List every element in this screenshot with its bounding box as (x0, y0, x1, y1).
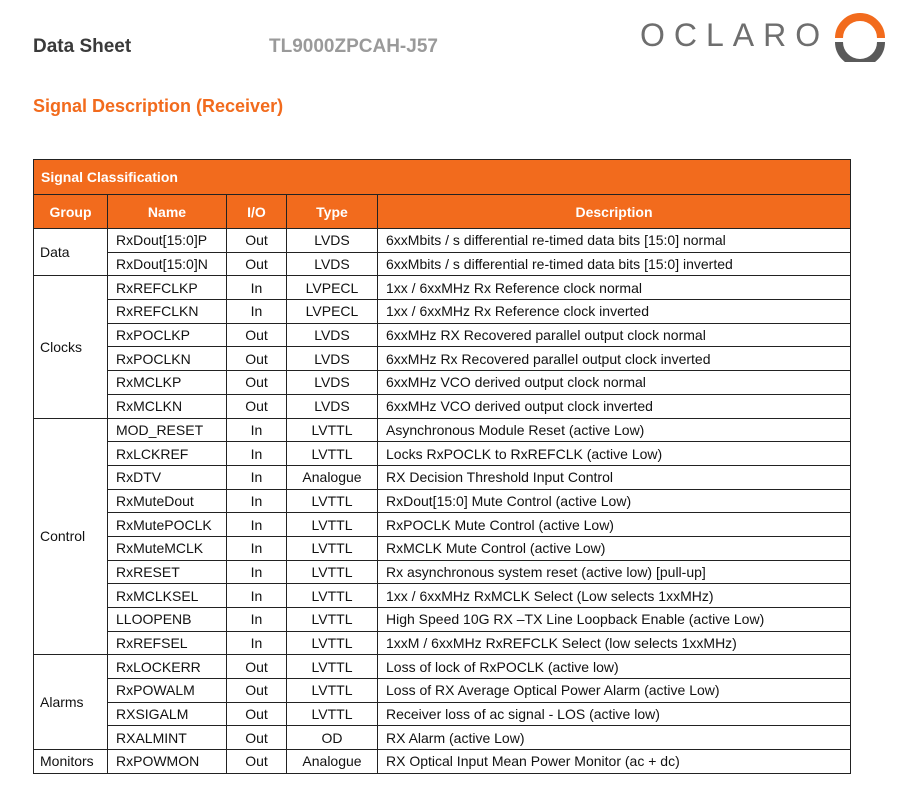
description-cell: Asynchronous Module Reset (active Low) (378, 418, 851, 442)
table-row (34, 252, 851, 276)
signal-name-cell: RxREFCLKN (108, 300, 227, 324)
table-row (34, 276, 851, 300)
signal-name-cell: RxMCLKN (108, 394, 227, 418)
table-row (34, 631, 851, 655)
table-body (34, 229, 851, 774)
type-cell: LVTTL (287, 702, 378, 726)
type-cell: Analogue (287, 465, 378, 489)
description-cell: 6xxMHz RX Recovered parallel output clock normal (378, 323, 851, 347)
type-cell: LVTTL (287, 655, 378, 679)
table-row (34, 560, 851, 584)
description-cell: 6xxMbits / s differential re-timed data bits [15:0] inverted (378, 252, 851, 276)
description-cell: 6xxMHz VCO derived output clock normal (378, 371, 851, 395)
io-cell: Out (227, 229, 287, 253)
column-header-io: I/O (227, 195, 287, 229)
signal-name-cell: RxREFCLKP (108, 276, 227, 300)
group-cell: Control (34, 418, 108, 655)
description-cell: Rx asynchronous system reset (active low) [pull-up] (378, 560, 851, 584)
part-number: TL9000ZPCAH-J57 (269, 36, 438, 57)
description-cell: 6xxMHz VCO derived output clock inverted (378, 394, 851, 418)
io-cell: Out (227, 750, 287, 774)
table-row (34, 465, 851, 489)
signal-name-cell: RxMuteDout (108, 489, 227, 513)
type-cell: LVDS (287, 347, 378, 371)
group-cell: Data (34, 229, 108, 276)
signal-name-cell: RXALMINT (108, 726, 227, 750)
table-row (34, 489, 851, 513)
description-cell: Loss of lock of RxPOCLK (active low) (378, 655, 851, 679)
io-cell: In (227, 465, 287, 489)
signal-name-cell: RxPOCLKP (108, 323, 227, 347)
io-cell: In (227, 536, 287, 560)
signal-name-cell: LLOOPENB (108, 608, 227, 632)
signal-name-cell: RxDTV (108, 465, 227, 489)
table-row (34, 536, 851, 560)
type-cell: LVDS (287, 323, 378, 347)
description-cell: RxPOCLK Mute Control (active Low) (378, 513, 851, 537)
signal-name-cell: RxMCLKSEL (108, 584, 227, 608)
type-cell: Analogue (287, 750, 378, 774)
logo-wordmark: OCLARO (640, 17, 830, 53)
type-cell: LVDS (287, 371, 378, 395)
type-cell: LVTTL (287, 631, 378, 655)
type-cell: LVTTL (287, 584, 378, 608)
type-cell: OD (287, 726, 378, 750)
logo-mark-icon (835, 12, 885, 62)
description-cell: 1xx / 6xxMHz Rx Reference clock inverted (378, 300, 851, 324)
table-caption: Signal Classification (34, 160, 851, 195)
description-cell: Receiver loss of ac signal - LOS (active low) (378, 702, 851, 726)
type-cell: LVTTL (287, 442, 378, 466)
description-cell: 6xxMbits / s differential re-timed data bits [15:0] normal (378, 229, 851, 253)
group-cell: Monitors (34, 750, 108, 774)
signal-table (33, 159, 851, 774)
table-row (34, 371, 851, 395)
table-row (34, 513, 851, 537)
description-cell: 1xx / 6xxMHz RxMCLK Select (Low selects 1xxMHz) (378, 584, 851, 608)
table-row (34, 394, 851, 418)
column-header-description: Description (378, 195, 851, 229)
table-row (34, 300, 851, 324)
oclaro-logo (640, 12, 885, 62)
signal-name-cell: RxREFSEL (108, 631, 227, 655)
io-cell: In (227, 300, 287, 324)
table-row (34, 750, 851, 774)
doc-type-label: Data Sheet (33, 36, 132, 57)
io-cell: Out (227, 679, 287, 703)
io-cell: In (227, 513, 287, 537)
table-row (34, 442, 851, 466)
description-cell: RX Alarm (active Low) (378, 726, 851, 750)
column-header-row (34, 195, 851, 229)
table-row (34, 608, 851, 632)
table-row (34, 229, 851, 253)
description-cell: RX Decision Threshold Input Control (378, 465, 851, 489)
io-cell: Out (227, 394, 287, 418)
column-header-type: Type (287, 195, 378, 229)
io-cell: Out (227, 252, 287, 276)
signal-name-cell: RxRESET (108, 560, 227, 584)
io-cell: Out (227, 702, 287, 726)
type-cell: LVTTL (287, 418, 378, 442)
io-cell: In (227, 418, 287, 442)
section-title: Signal Description (Receiver) (33, 96, 284, 116)
table-row (34, 702, 851, 726)
io-cell: In (227, 489, 287, 513)
type-cell: LVPECL (287, 300, 378, 324)
column-header-group: Group (34, 195, 108, 229)
signal-name-cell: RxLCKREF (108, 442, 227, 466)
group-cell: Clocks (34, 276, 108, 418)
io-cell: Out (227, 655, 287, 679)
io-cell: Out (227, 347, 287, 371)
type-cell: LVTTL (287, 489, 378, 513)
table-row (34, 655, 851, 679)
description-cell: Locks RxPOCLK to RxREFCLK (active Low) (378, 442, 851, 466)
type-cell: LVDS (287, 394, 378, 418)
type-cell: LVTTL (287, 560, 378, 584)
description-cell: 1xxM / 6xxMHz RxREFCLK Select (low selects 1xxMHz) (378, 631, 851, 655)
description-cell: RX Optical Input Mean Power Monitor (ac + dc) (378, 750, 851, 774)
description-cell: 6xxMHz Rx Recovered parallel output clock inverted (378, 347, 851, 371)
description-cell: High Speed 10G RX –TX Line Loopback Enable (active Low) (378, 608, 851, 632)
description-cell: RxDout[15:0] Mute Control (active Low) (378, 489, 851, 513)
table-row (34, 584, 851, 608)
type-cell: LVDS (287, 252, 378, 276)
column-header-name: Name (108, 195, 227, 229)
table-row (34, 418, 851, 442)
table-row (34, 726, 851, 750)
io-cell: Out (227, 726, 287, 750)
type-cell: LVTTL (287, 679, 378, 703)
type-cell: LVPECL (287, 276, 378, 300)
io-cell: In (227, 560, 287, 584)
io-cell: Out (227, 323, 287, 347)
signal-name-cell: RxMCLKP (108, 371, 227, 395)
type-cell: LVTTL (287, 608, 378, 632)
type-cell: LVTTL (287, 513, 378, 537)
io-cell: In (227, 442, 287, 466)
io-cell: In (227, 276, 287, 300)
signal-name-cell: RXSIGALM (108, 702, 227, 726)
type-cell: LVTTL (287, 536, 378, 560)
io-cell: In (227, 608, 287, 632)
io-cell: In (227, 584, 287, 608)
signal-name-cell: RxPOCLKN (108, 347, 227, 371)
signal-name-cell: RxMutePOCLK (108, 513, 227, 537)
description-cell: 1xx / 6xxMHz Rx Reference clock normal (378, 276, 851, 300)
table-row (34, 347, 851, 371)
signal-name-cell: RxLOCKERR (108, 655, 227, 679)
table-row (34, 679, 851, 703)
description-cell: Loss of RX Average Optical Power Alarm (active Low) (378, 679, 851, 703)
io-cell: In (227, 631, 287, 655)
signal-name-cell: RxPOWMON (108, 750, 227, 774)
signal-name-cell: RxMuteMCLK (108, 536, 227, 560)
io-cell: Out (227, 371, 287, 395)
signal-name-cell: MOD_RESET (108, 418, 227, 442)
description-cell: RxMCLK Mute Control (active Low) (378, 536, 851, 560)
type-cell: LVDS (287, 229, 378, 253)
signal-name-cell: RxDout[15:0]N (108, 252, 227, 276)
group-cell: Alarms (34, 655, 108, 750)
table-row (34, 323, 851, 347)
signal-name-cell: RxPOWALM (108, 679, 227, 703)
signal-name-cell: RxDout[15:0]P (108, 229, 227, 253)
